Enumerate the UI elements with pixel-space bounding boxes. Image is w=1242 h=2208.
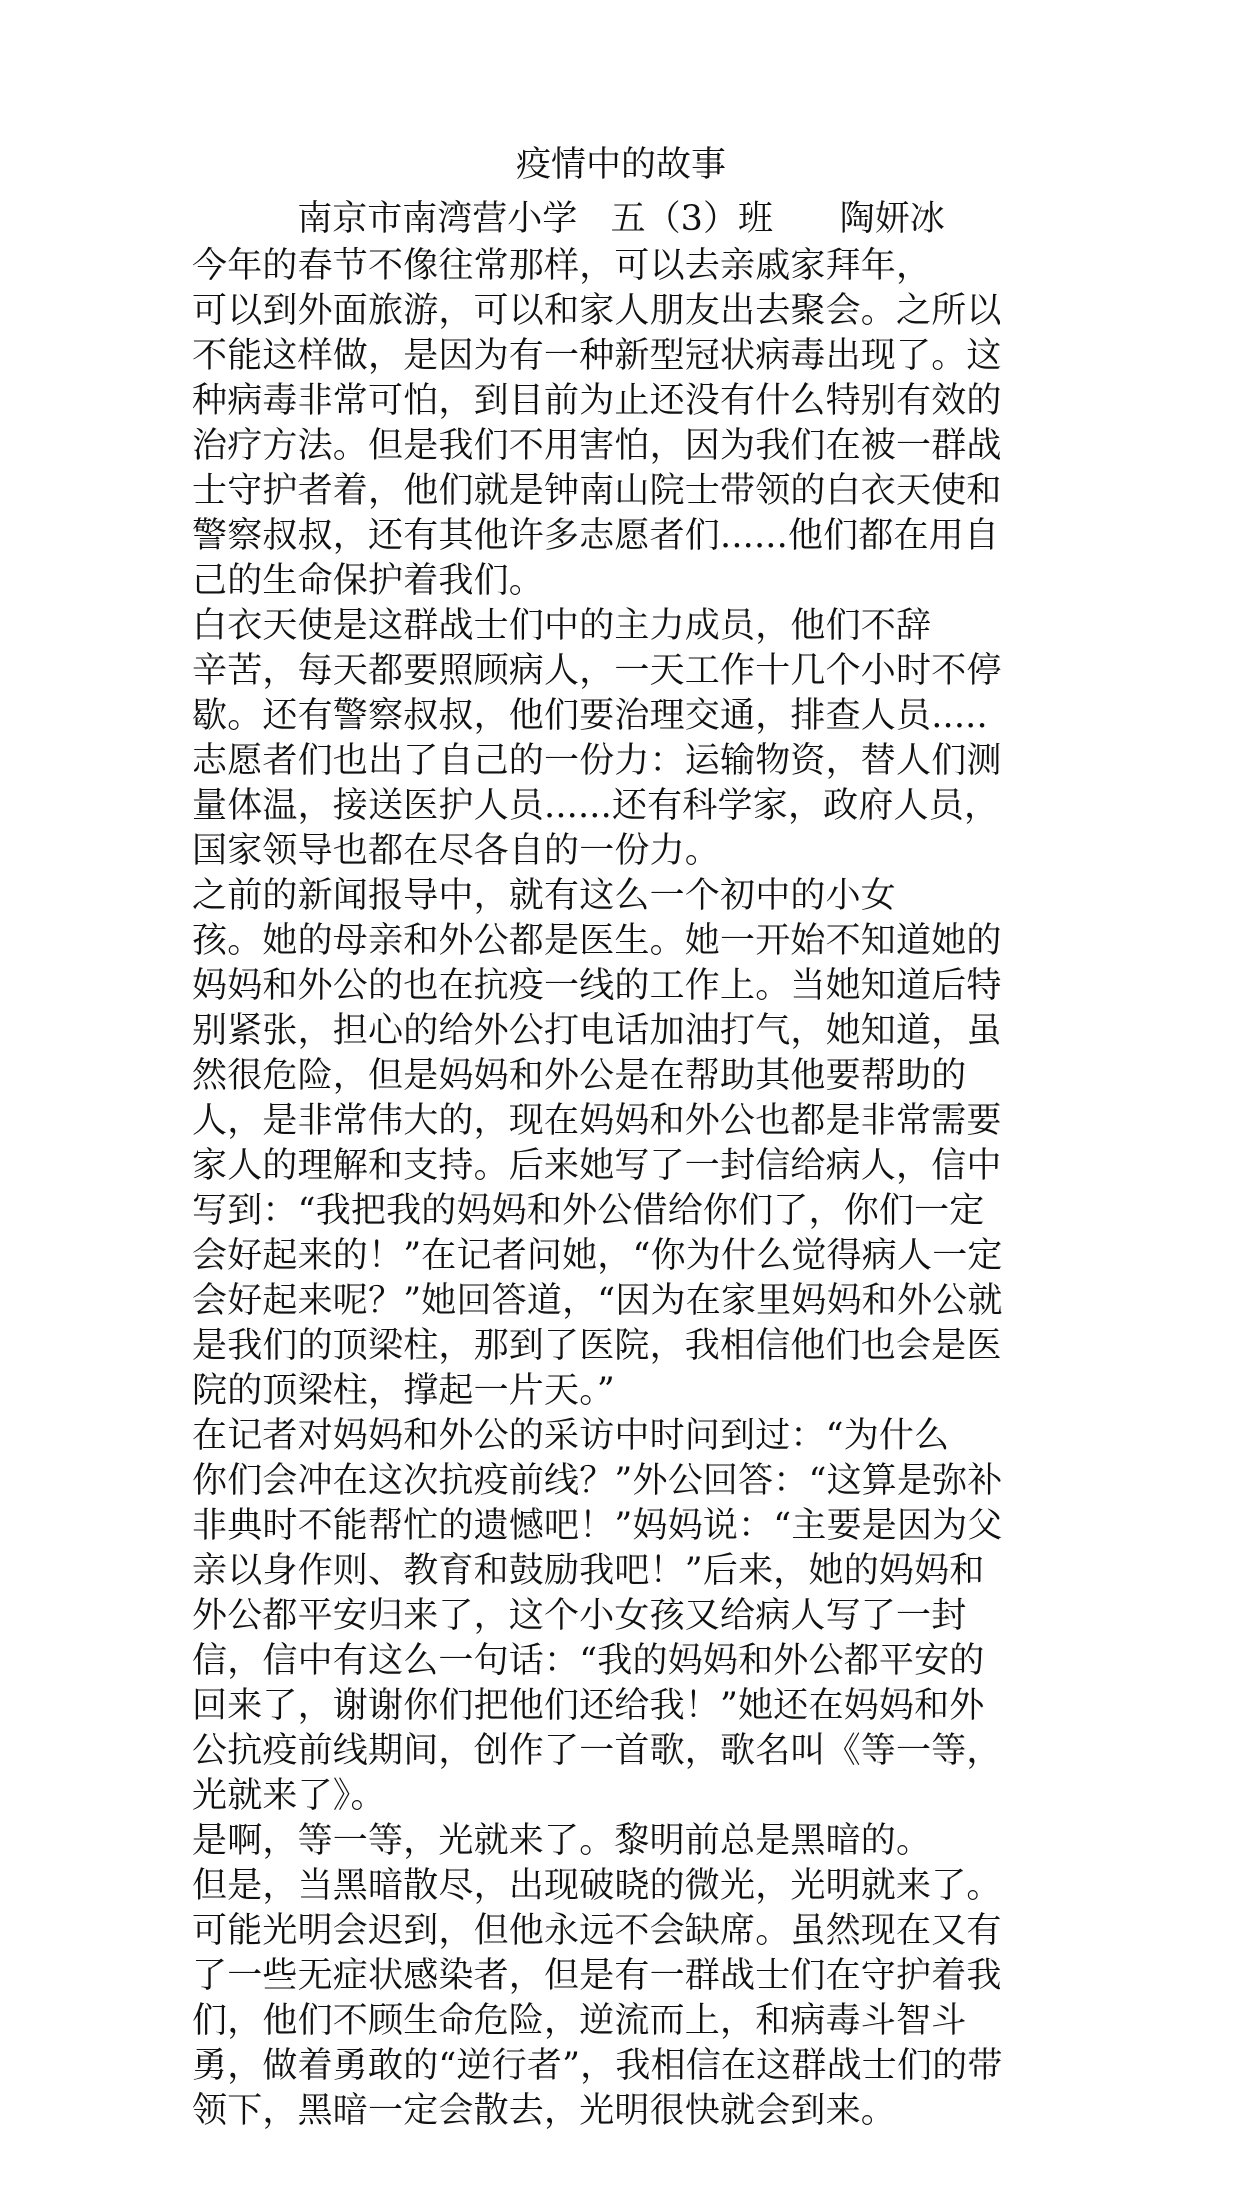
text-line: 今年的春节不像往常那样，可以去亲戚家拜年， — [192, 246, 932, 286]
text-line: 之前的新闻报导中，就有这么一个初中的小女 — [192, 876, 897, 916]
text-line: 了一些无症状感染者，但是有一群战士们在守护着我 — [192, 1956, 1002, 1996]
text-line: 孩。她的母亲和外公都是医生。她一开始不知道她的 — [192, 921, 1002, 961]
text-line: 会好起来呢？”她回答道，“因为在家里妈妈和外公就 — [192, 1281, 1003, 1321]
text-line: 妈妈和外公的也在抗疫一线的工作上。当她知道后特 — [192, 966, 1002, 1006]
text-line: 己的生命保护着我们。 — [192, 561, 545, 601]
text-line: 们，他们不顾生命危险，逆流而上，和病毒斗智斗 — [192, 2001, 967, 2041]
text-line: 治疗方法。但是我们不用害怕，因为我们在被一群战 — [192, 426, 1002, 466]
text-line: 院的顶梁柱，撑起一片天。” — [192, 1371, 615, 1411]
text-line: 志愿者们也出了自己的一份力：运输物资，替人们测 — [192, 741, 1002, 781]
text-line: 写到：“我把我的妈妈和外公借给你们了，你们一定 — [192, 1191, 985, 1231]
text-line: 别紧张，担心的给外公打电话加油打气，她知道，虽 — [192, 1011, 1002, 1051]
text-line: 领下，黑暗一定会散去，光明很快就会到来。 — [192, 2091, 897, 2131]
text-line: 然很危险，但是妈妈和外公是在帮助其他要帮助的 — [192, 1056, 967, 1096]
text-line: 你们会冲在这次抗疫前线？”外公回答：“这算是弥补 — [192, 1461, 1003, 1501]
text-line: 是啊，等一等，光就来了。黎明前总是黑暗的。 — [192, 1821, 932, 1861]
text-line: 外公都平安归来了，这个小女孩又给病人写了一封 — [192, 1596, 967, 1636]
essay-body — [192, 244, 1072, 2134]
text-line: 在记者对妈妈和外公的采访中时问到过：“为什么 — [192, 1416, 950, 1456]
text-line: 种病毒非常可怕，到目前为止还没有什么特别有效的 — [192, 381, 1002, 421]
text-line: 会好起来的！”在记者问她，“你为什么觉得病人一定 — [192, 1236, 1003, 1276]
text-line: 可能光明会迟到，但他永远不会缺席。虽然现在又有 — [192, 1911, 1002, 1951]
text-line: 可以到外面旅游，可以和家人朋友出去聚会。之所以 — [192, 291, 1002, 331]
author-byline: 南京市南湾营小学 五（3）班 陶妍冰 — [297, 199, 945, 239]
text-line: 人，是非常伟大的，现在妈妈和外公也都是非常需要 — [192, 1101, 1002, 1141]
text-line: 不能这样做，是因为有一种新型冠状病毒出现了。这 — [192, 336, 1002, 376]
text-line: 歇。还有警察叔叔，他们要治理交通，排查人员..... — [192, 696, 988, 736]
page-title: 疫情中的故事 — [515, 145, 726, 185]
text-line: 是我们的顶梁柱，那到了医院，我相信他们也会是医 — [192, 1326, 1002, 1366]
text-line: 信，信中有这么一句话：“我的妈妈和外公都平安的 — [192, 1641, 985, 1681]
text-line: 但是，当黑暗散尽，出现破晓的微光，光明就来了。 — [192, 1866, 1002, 1906]
text-line: 国家领导也都在尽各自的一份力。 — [192, 831, 721, 871]
text-line: 亲以身作则、教育和鼓励我吧！”后来，她的妈妈和 — [192, 1551, 985, 1591]
text-line: 家人的理解和支持。后来她写了一封信给病人，信中 — [192, 1146, 1002, 1186]
text-line: 回来了，谢谢你们把他们还给我！”她还在妈妈和外 — [192, 1686, 985, 1726]
text-line: 辛苦，每天都要照顾病人，一天工作十几个小时不停 — [192, 651, 1002, 691]
text-line: 白衣天使是这群战士们中的主力成员，他们不辞 — [192, 606, 932, 646]
text-line: 勇，做着勇敢的“逆行者”，我相信在这群战士们的带 — [192, 2046, 1003, 2086]
text-line: 警察叔叔，还有其他许多志愿者们......他们都在用自 — [192, 516, 1000, 556]
text-line: 士守护者着，他们就是钟南山院士带领的白衣天使和 — [192, 471, 1002, 511]
text-line: 公抗疫前线期间，创作了一首歌，歌名叫《等一等， — [192, 1731, 1002, 1771]
text-line: 光就来了》。 — [192, 1776, 386, 1816]
text-line: 非典时不能帮忙的遗憾吧！”妈妈说：“主要是因为父 — [192, 1506, 1003, 1546]
text-line: 量体温，接送医护人员......还有科学家，政府人员， — [192, 786, 1000, 826]
